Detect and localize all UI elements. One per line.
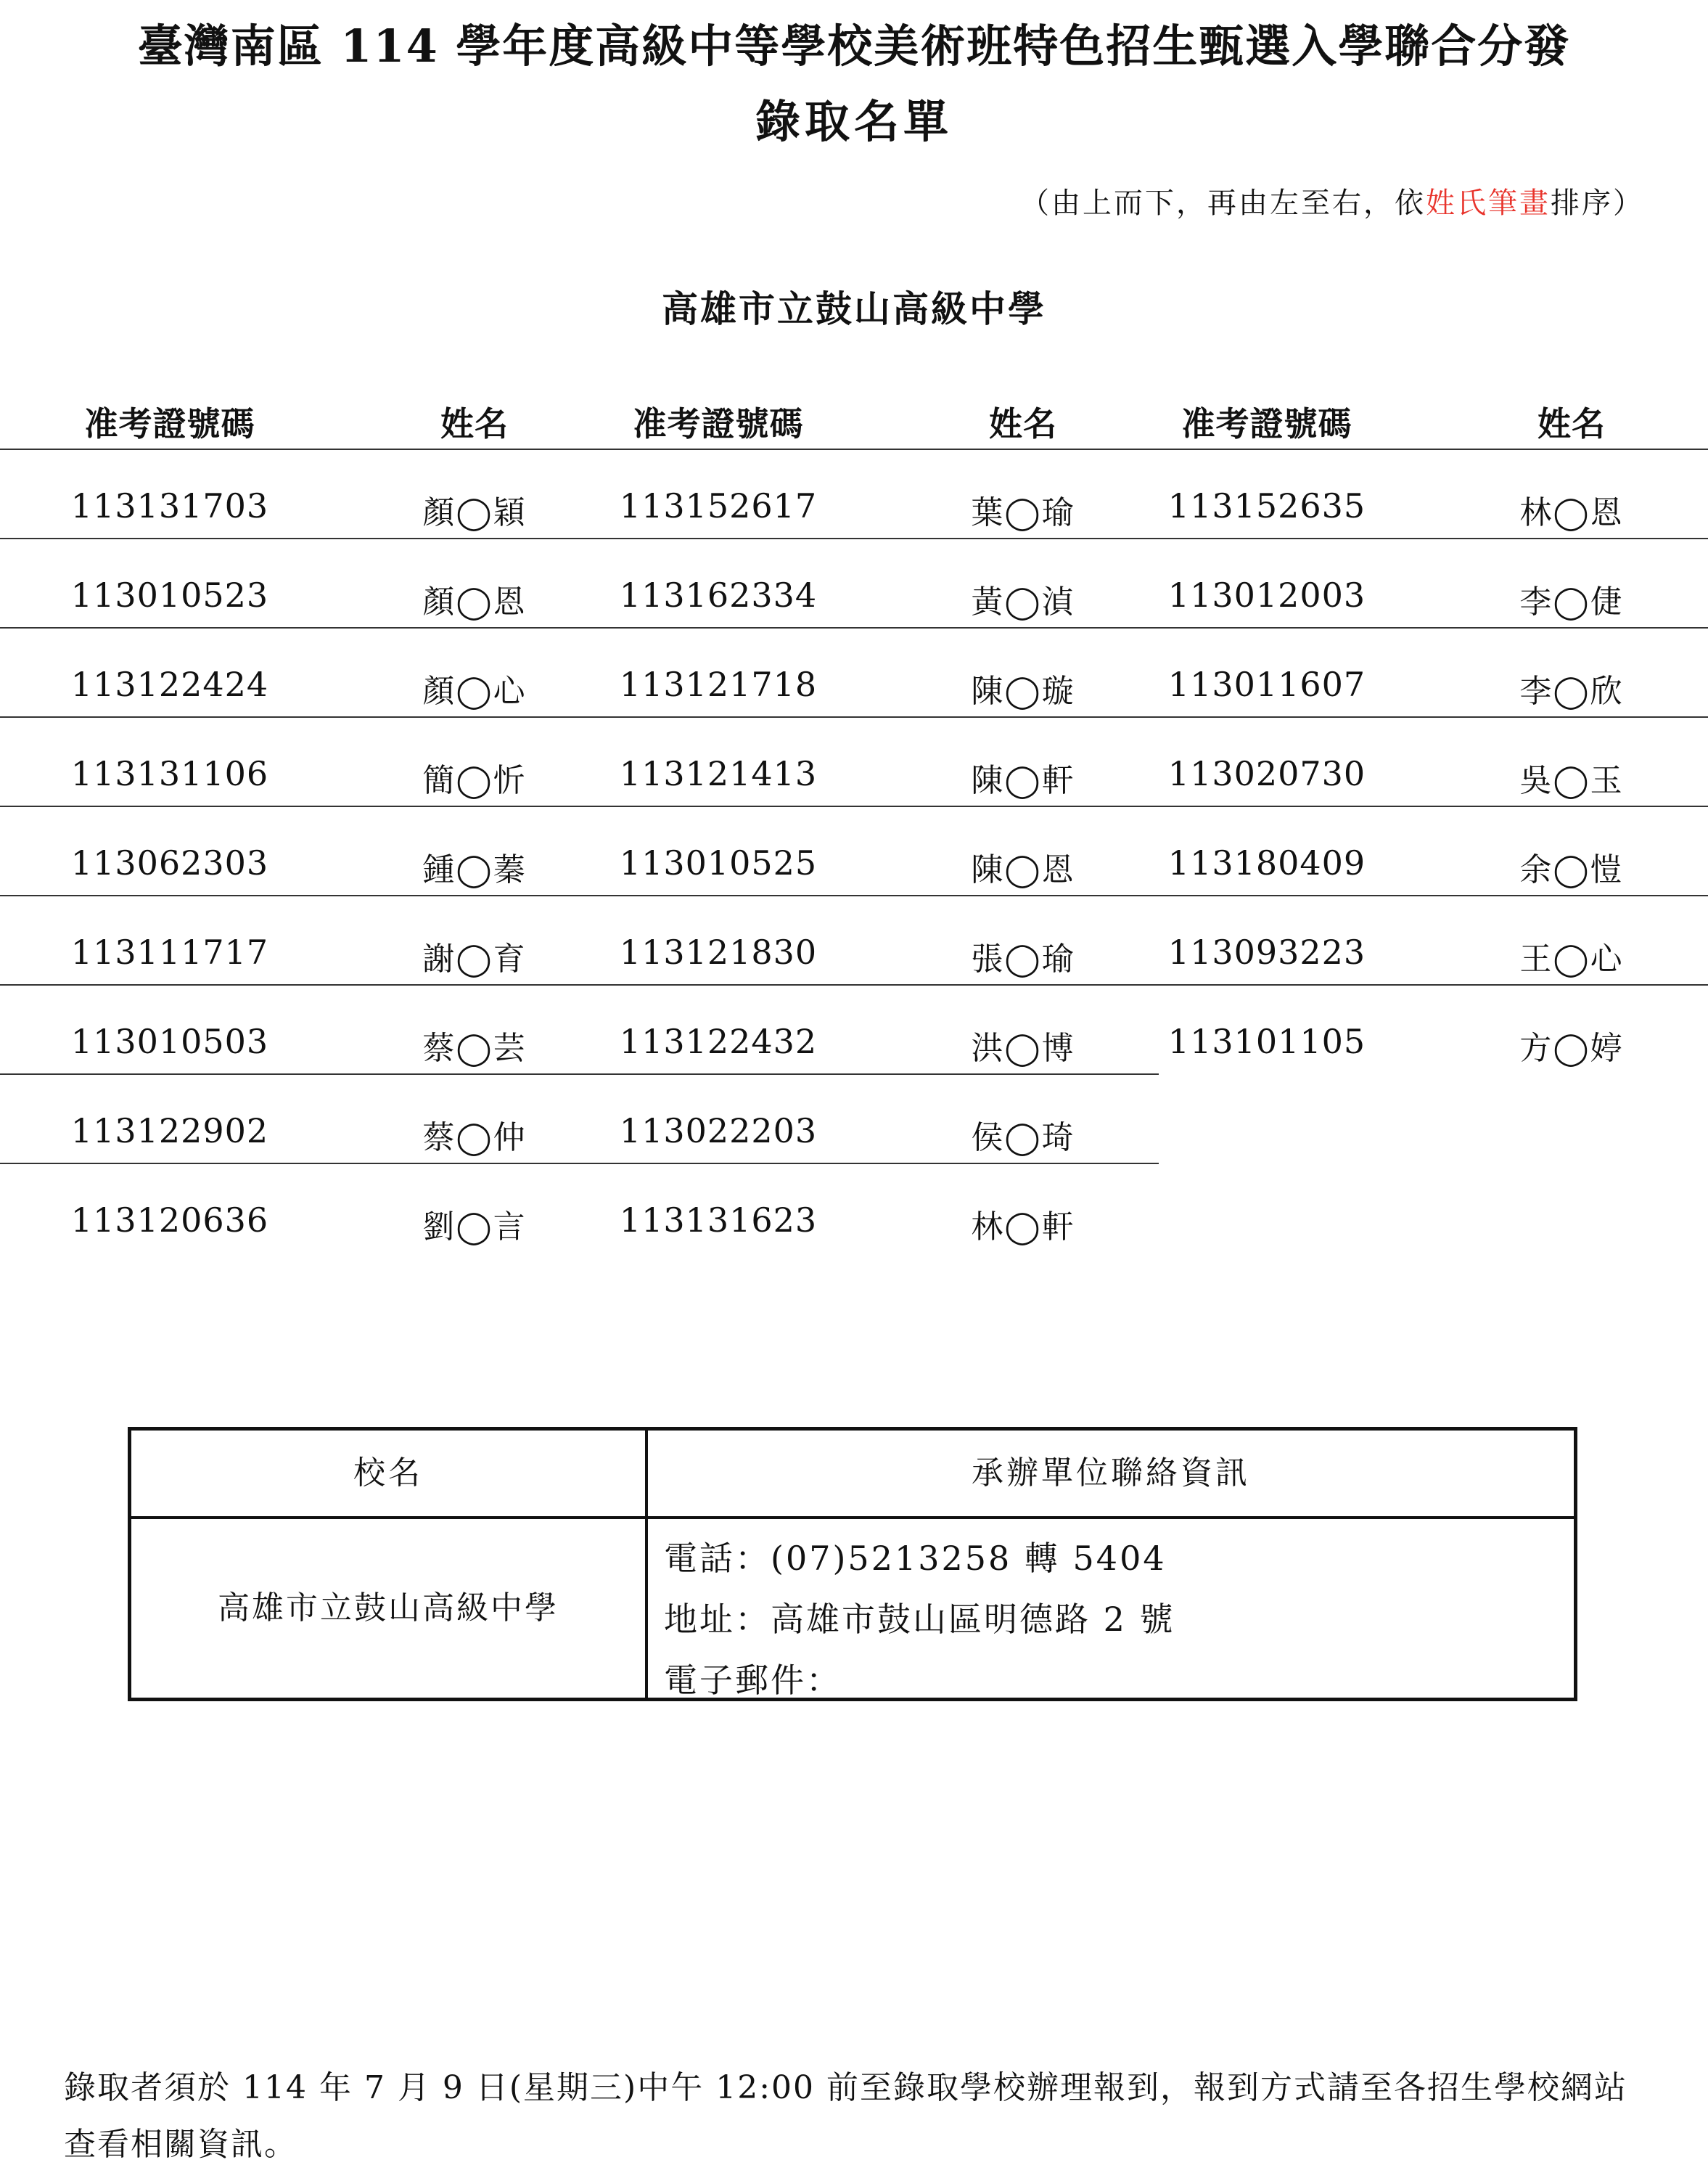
- contact-header-school: 校名: [353, 1454, 423, 1491]
- column-header-name: 姓名: [1537, 404, 1606, 443]
- student-name: 簡◯忻: [422, 762, 527, 799]
- row-divider: [0, 449, 1708, 450]
- column-header-id: 准考證號碼: [84, 404, 255, 443]
- contact-phone: 電話：(07)5213258 轉 5404: [664, 1539, 1167, 1578]
- student-name: 王◯心: [1519, 941, 1624, 978]
- row-divider: [0, 806, 1708, 807]
- exam-number: 113062303: [70, 843, 269, 883]
- student-name: 鍾◯蓁: [422, 851, 527, 888]
- student-name: 劉◯言: [422, 1208, 527, 1245]
- column-header-name: 姓名: [989, 404, 1057, 443]
- student-name: 葉◯瑜: [971, 494, 1075, 531]
- row-divider: [0, 538, 1708, 539]
- student-name: 李◯欣: [1519, 673, 1624, 710]
- sort-note-prefix: （由上而下，再由左至右，依: [1020, 187, 1426, 220]
- student-name: 李◯倢: [1519, 584, 1624, 621]
- document-title: 臺灣南區 114 學年度高級中等學校美術班特色招生甄選入學聯合分發: [137, 20, 1571, 73]
- exam-number: 113121830: [619, 933, 818, 972]
- contact-header-info: 承辦單位聯絡資訊: [972, 1454, 1250, 1491]
- exam-number: 113020730: [1167, 754, 1366, 793]
- school-heading: 高雄市立鼓山高級中學: [662, 287, 1046, 330]
- document-subtitle: 錄取名單: [755, 95, 953, 148]
- contact-email: 電子郵件：: [664, 1661, 842, 1700]
- exam-number: 113010525: [619, 843, 818, 883]
- column-header-name: 姓名: [440, 404, 509, 443]
- exam-number: 113152635: [1167, 486, 1366, 525]
- column-header-id: 准考證號碼: [1181, 404, 1352, 443]
- student-name: 陳◯璇: [971, 673, 1075, 710]
- exam-number: 113121718: [619, 665, 818, 704]
- student-name: 顏◯心: [422, 673, 527, 710]
- student-name: 余◯愷: [1519, 851, 1624, 888]
- student-name: 陳◯恩: [971, 851, 1075, 888]
- exam-number: 113122432: [619, 1022, 818, 1061]
- contact-school-name: 高雄市立鼓山高級中學: [218, 1589, 559, 1626]
- row-divider: [0, 716, 1708, 718]
- sort-note-highlight: 姓氏筆畫: [1426, 187, 1551, 220]
- contact-address: 地址：高雄市鼓山區明德路 2 號: [664, 1600, 1175, 1639]
- student-name: 黃◯湞: [971, 584, 1075, 621]
- exam-number: 113131106: [70, 754, 269, 793]
- exam-number: 113180409: [1167, 843, 1366, 883]
- exam-number: 113121413: [619, 754, 818, 793]
- exam-number: 113012003: [1167, 576, 1366, 615]
- student-name: 洪◯博: [971, 1030, 1075, 1067]
- exam-number: 113093223: [1167, 933, 1366, 972]
- row-divider: [0, 627, 1708, 629]
- exam-number: 113162334: [619, 576, 818, 615]
- exam-number: 113131703: [70, 486, 269, 525]
- exam-number: 113022203: [619, 1111, 818, 1150]
- footer-notice: 錄取者須於 114 年 7 月 9 日(星期三)中午 12:00 前至錄取學校辦理報到，報到方式請至各招生學校網站查看相關資訊。: [64, 2069, 1627, 2163]
- student-name: 吳◯玉: [1519, 762, 1624, 799]
- exam-number: 113131623: [619, 1200, 818, 1240]
- row-divider: [0, 895, 1708, 896]
- student-name: 張◯瑜: [971, 941, 1075, 978]
- row-divider: [0, 984, 1708, 986]
- exam-number: 113120636: [70, 1200, 269, 1240]
- exam-number: 113122902: [70, 1111, 269, 1150]
- sort-note: [1020, 180, 1644, 221]
- exam-number: 113010503: [70, 1022, 269, 1061]
- student-name: 顏◯恩: [422, 584, 527, 621]
- row-divider: [0, 1163, 1159, 1164]
- student-name: 陳◯軒: [971, 762, 1075, 799]
- student-name: 林◯軒: [971, 1208, 1075, 1245]
- exam-number: 113011607: [1167, 665, 1366, 704]
- student-name: 侯◯琦: [971, 1119, 1075, 1156]
- student-name: 方◯婷: [1519, 1030, 1624, 1067]
- sort-note-suffix: 排序）: [1551, 187, 1644, 220]
- student-name: 蔡◯芸: [422, 1030, 527, 1067]
- row-divider: [0, 1073, 1159, 1075]
- exam-number: 113101105: [1167, 1022, 1366, 1061]
- student-name: 謝◯育: [422, 941, 527, 978]
- student-name: 顏◯穎: [422, 494, 527, 531]
- column-header-id: 准考證號碼: [633, 404, 804, 443]
- student-name: 蔡◯仲: [422, 1119, 527, 1156]
- exam-number: 113122424: [70, 665, 269, 704]
- contact-table: [128, 1427, 1577, 1701]
- exam-number: 113152617: [619, 486, 818, 525]
- exam-number: 113010523: [70, 576, 269, 615]
- student-name: 林◯恩: [1519, 494, 1624, 531]
- exam-number: 113111717: [70, 933, 269, 972]
